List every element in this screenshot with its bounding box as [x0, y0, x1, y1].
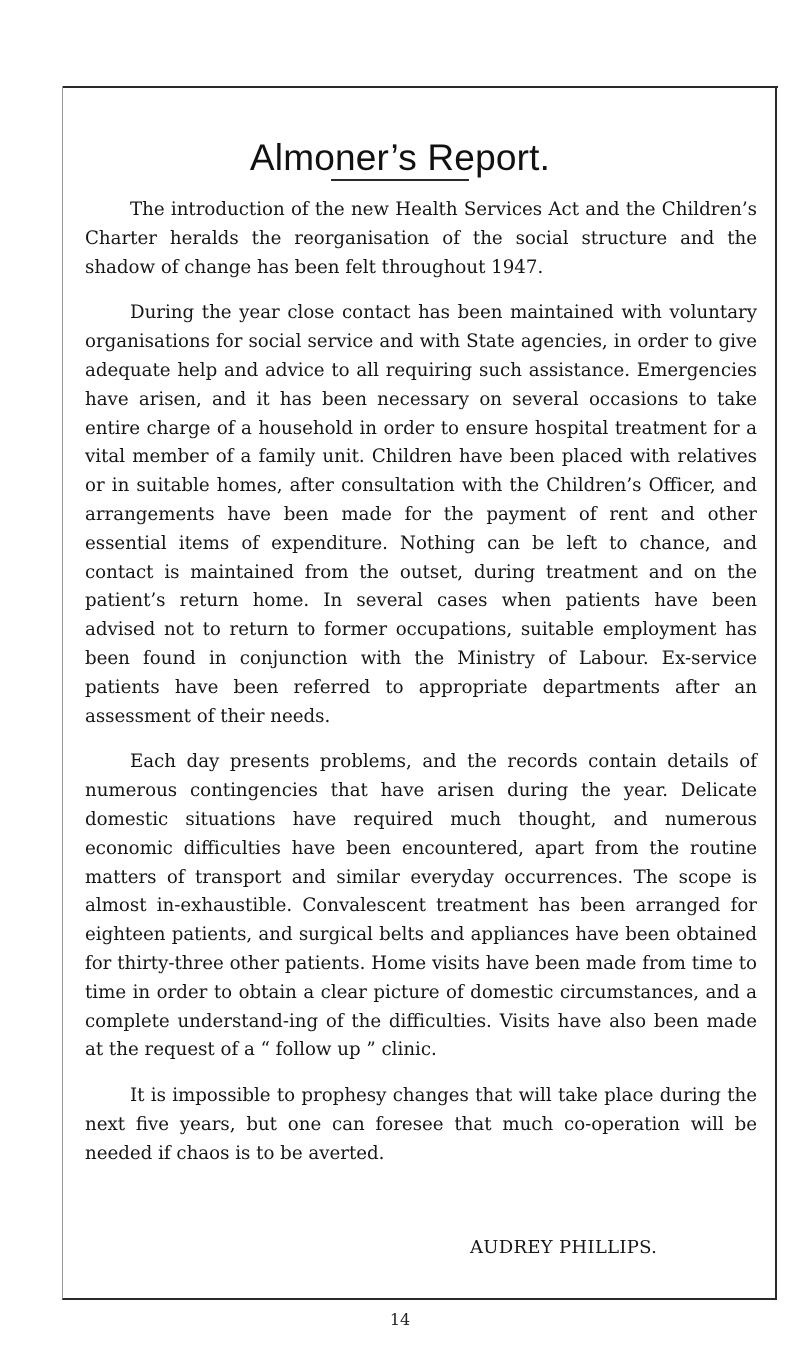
author-signature: AUDREY PHILLIPS.	[470, 1237, 658, 1258]
page-title: Almoner’s Report.	[249, 136, 551, 178]
paragraph-intro: The introduction of the new Health Services Act and the Children’s Charter heralds the reorganisation of the social structure and the shadow of change has been felt throughout 1947.	[85, 199, 757, 278]
paragraph-contacts: During the year close contact has been maintained with voluntary organisations for social service and with State agencies, in order to give adequate help and advice to all requiring such assistance. Emergencies have arisen, and it has been necessary on several occasions to take entire charge of a household in order to ensure hospital treatment for a vital member of a family unit. Children have been placed with relatives or in suitable homes, after consultation with the Children’s Officer, and arrangements have been made for the payment of rent and other essential items of expenditure. Nothing can be left to chance, and contact is maintained from the outset, during treatment and on the patient’s return home. In several cases when patients have been advised not to return to former occupations, suitable employment has been found in conjunction with the Ministry of Labour. Ex-service patients have been referred to appropriate departments after an assessment of their needs.	[85, 302, 757, 727]
page-number: 14	[389, 1310, 411, 1329]
paragraph-daily-problems: Each day presents problems, and the records contain details of numerous contingencies that have arisen during the year. Delicate domestic situations have required much thought, and numerous economic difficulties have been encountered, apart from the routine matters of transport and similar everyday occurrences. The scope is almost in-exhaustible. Convalescent treatment has been arranged for eighteen patients, and surgical belts and appliances have been obtained for thirty-three other patients. Home visits have been made from time to time in order to obtain a clear picture of domestic circumstances, and a complete understand-ing of the difficulties. Visits have also been made at the request of a “ follow up ” clinic.	[85, 751, 757, 1061]
report-body	[85, 196, 757, 1186]
title-underline	[331, 179, 469, 181]
paragraph-future: It is impossible to prophesy changes that will take place during the next five years, but one can foresee that much co-operation will be needed if chaos is to be averted.	[85, 1085, 757, 1164]
